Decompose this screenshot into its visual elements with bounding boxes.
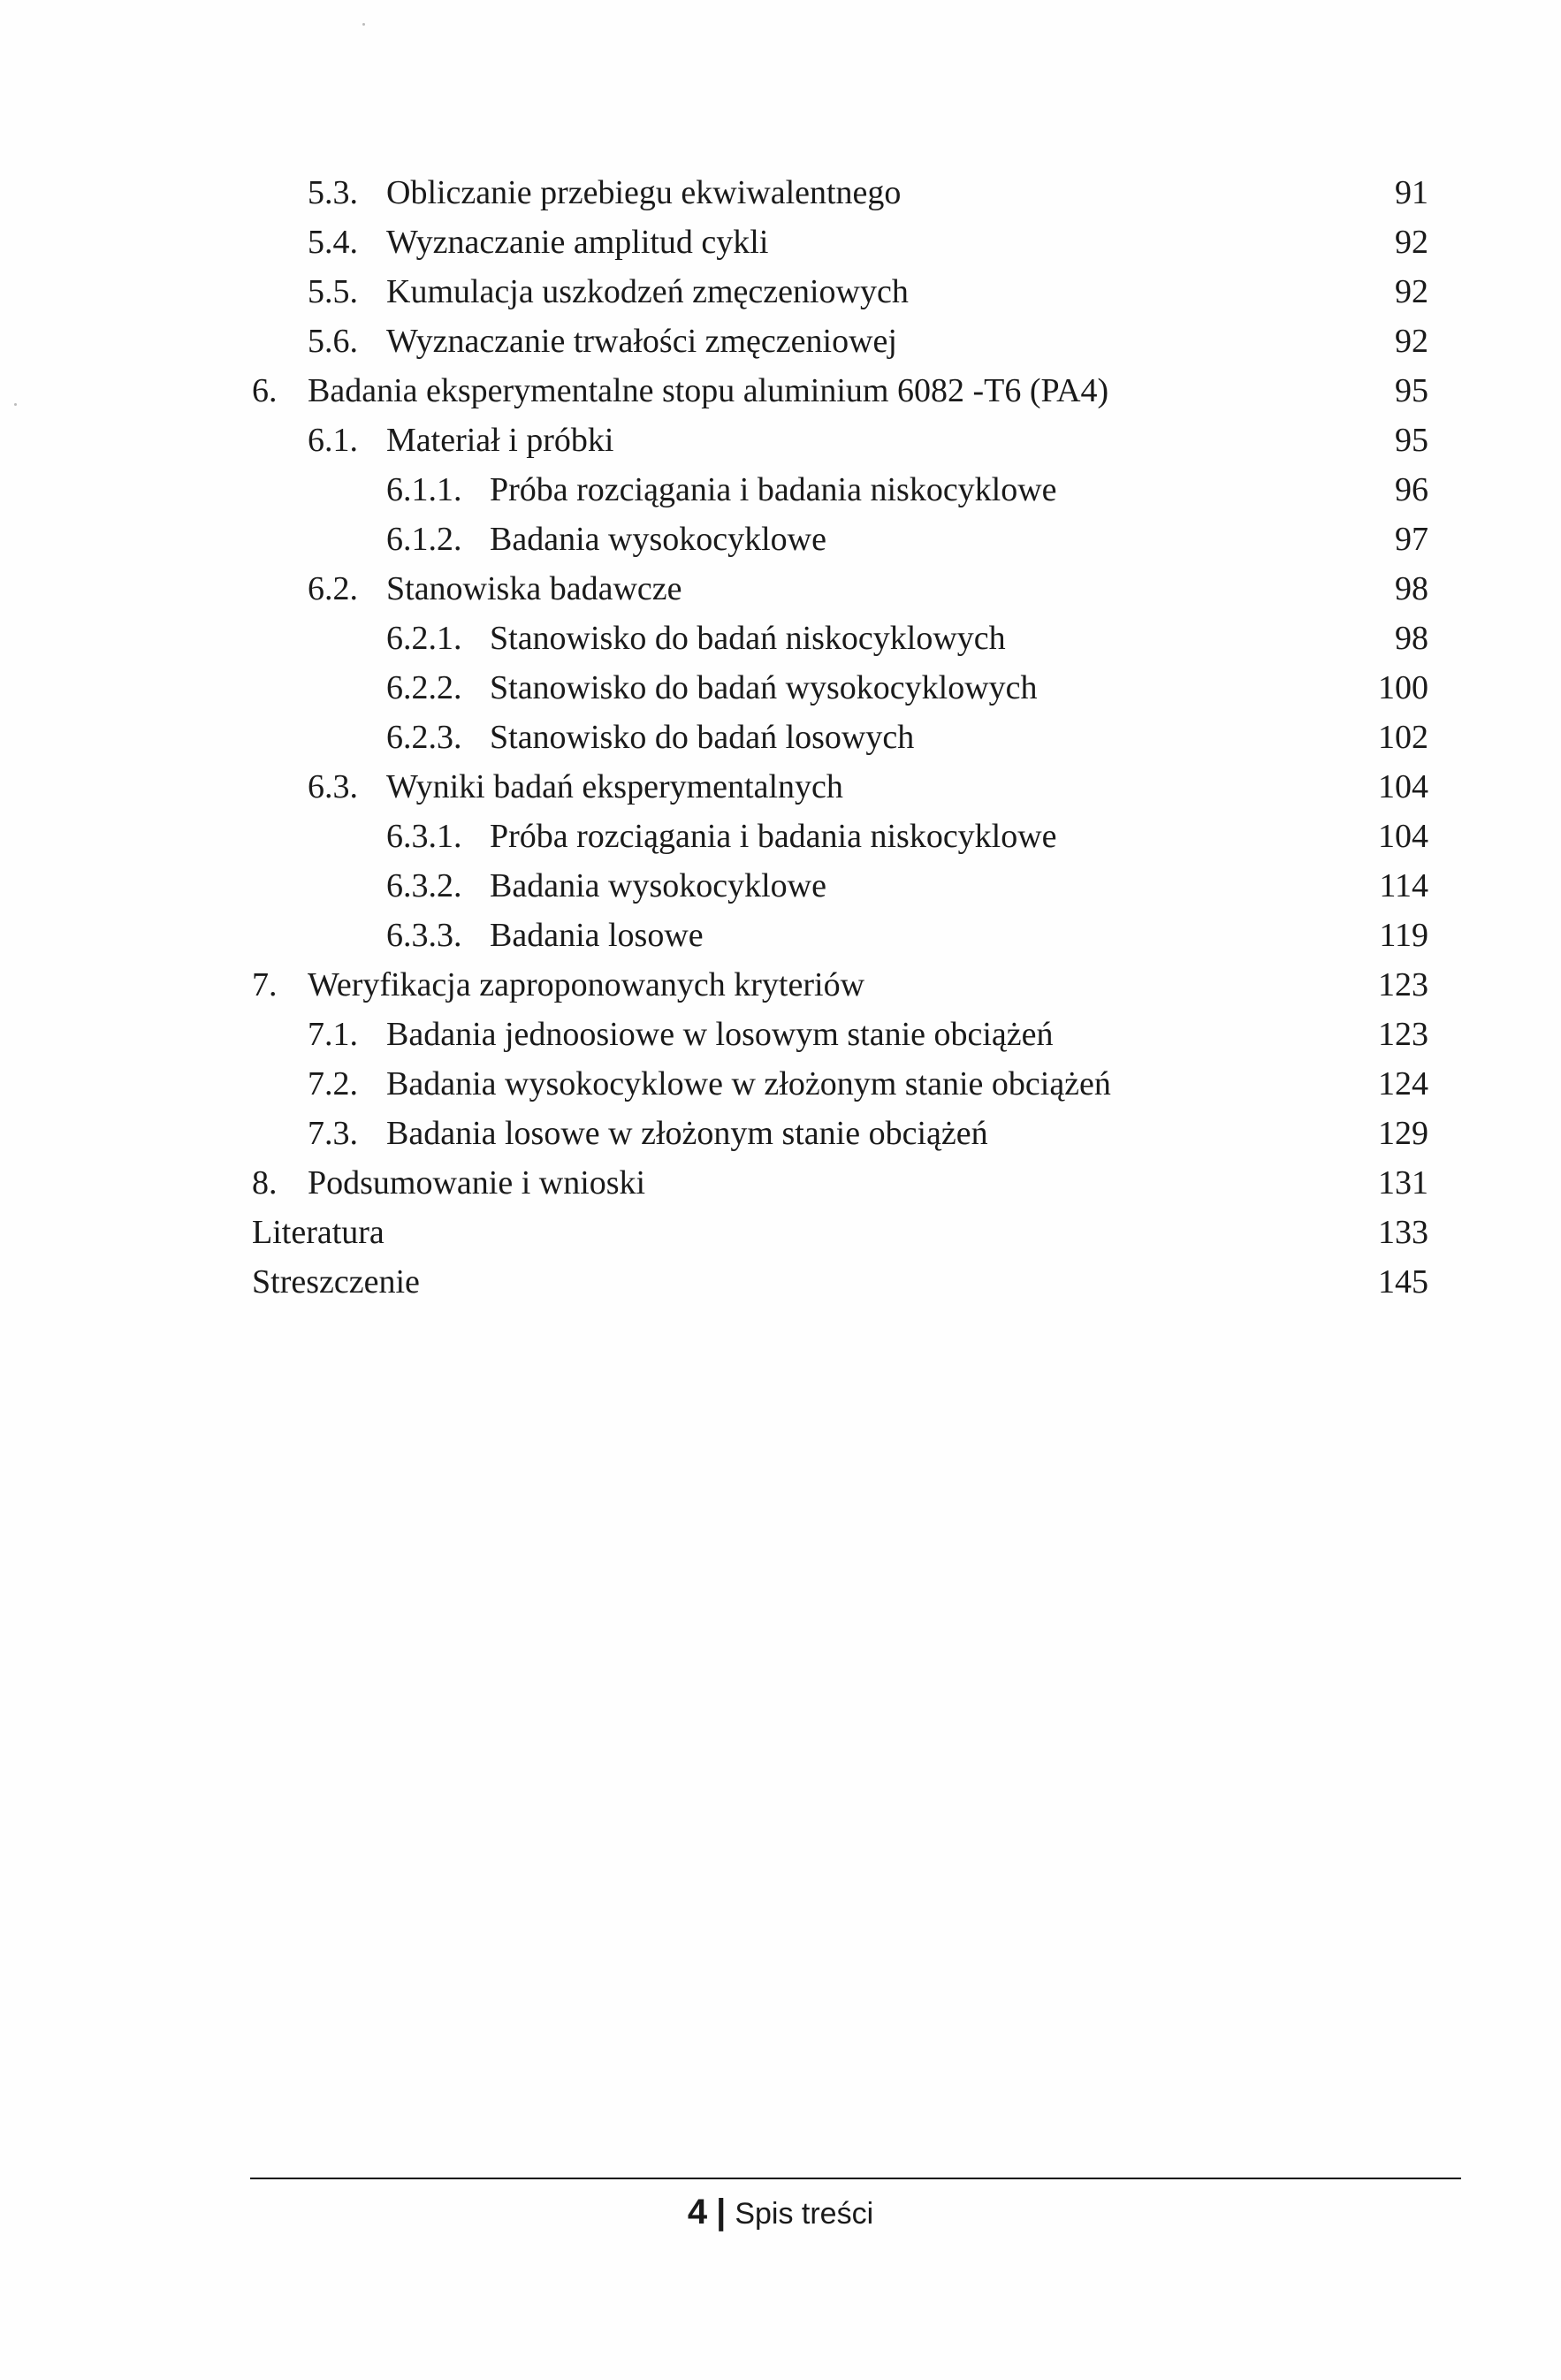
toc-entry-page: 92	[1395, 224, 1428, 261]
toc-entry-page: 124	[1378, 1065, 1428, 1102]
toc-entry-page: 131	[1378, 1164, 1428, 1201]
toc-entry-title: Badania losowe	[490, 917, 704, 954]
toc-entry-title: Wyznaczanie trwałości zmęczeniowej	[386, 323, 897, 360]
toc-entry-title: Badania jednoosiowe w losowym stanie obciążeń	[386, 1016, 1054, 1053]
toc-entry-page: 123	[1378, 966, 1428, 1003]
toc-entry-page: 133	[1378, 1214, 1428, 1251]
toc-entry-title: Badania losowe w złożonym stanie obciążeń	[386, 1115, 988, 1152]
toc-entry-number: 7.2.	[308, 1065, 358, 1102]
toc-entry-number: 6.2.2.	[386, 669, 462, 706]
toc-entry-page: 96	[1395, 471, 1428, 508]
toc-entry-number: 8.	[252, 1164, 278, 1201]
toc-chapter	[0, 1158, 1561, 1208]
toc-entry-page: 129	[1378, 1115, 1428, 1152]
toc-entry-number: 5.4.	[308, 224, 358, 261]
table-of-contents	[0, 168, 1561, 1307]
toc-entry-number: 6.	[252, 372, 278, 409]
toc-entry-title: Kumulacja uszkodzeń zmęczeniowych	[386, 273, 909, 310]
toc-entry	[0, 1059, 1561, 1109]
footer-section-title: Spis treści	[735, 2197, 874, 2231]
toc-entry-page: 102	[1378, 719, 1428, 756]
toc-entry-number: 5.6.	[308, 323, 358, 360]
toc-subentry	[0, 812, 1561, 861]
toc-entry-number: 5.5.	[308, 273, 358, 310]
toc-chapter	[0, 960, 1561, 1010]
toc-entry-number: 5.3.	[308, 174, 358, 211]
footer-page-number: 4	[687, 2193, 708, 2231]
toc-entry-title: Próba rozciągania i badania niskocyklowe	[490, 471, 1057, 508]
toc-entry-page: 104	[1378, 818, 1428, 855]
toc-entry-page: 97	[1395, 521, 1428, 558]
toc-backmatter	[0, 1257, 1561, 1307]
toc-subentry	[0, 911, 1561, 960]
toc-subentry	[0, 465, 1561, 515]
toc-subentry	[0, 614, 1561, 663]
toc-entry-number: 6.2.1.	[386, 620, 462, 657]
toc-subentry	[0, 713, 1561, 762]
toc-subentry	[0, 663, 1561, 713]
toc-entry-title: Badania wysokocyklowe	[490, 521, 826, 558]
toc-entry-page: 100	[1378, 669, 1428, 706]
toc-entry-title: Badania eksperymentalne stopu aluminium 6082 -T6 (PA4)	[308, 372, 1109, 409]
toc-entry-number: 6.1.	[308, 422, 358, 459]
toc-entry-title: Badania wysokocyklowe w złożonym stanie obciążeń	[386, 1065, 1111, 1102]
toc-entry-title: Badania wysokocyklowe	[490, 867, 826, 904]
toc-entry-number: 6.2.3.	[386, 719, 462, 756]
toc-entry-page: 104	[1378, 768, 1428, 805]
toc-entry	[0, 168, 1561, 217]
toc-entry-page: 123	[1378, 1016, 1428, 1053]
toc-entry-number: 7.	[252, 966, 278, 1003]
toc-entry-page: 119	[1379, 917, 1428, 954]
footer-separator: |	[716, 2193, 727, 2231]
toc-entry-title: Streszczenie	[252, 1263, 420, 1301]
toc-entry	[0, 564, 1561, 614]
toc-entry-page: 95	[1395, 372, 1428, 409]
toc-entry-title: Stanowiska badawcze	[386, 570, 682, 607]
toc-entry	[0, 217, 1561, 267]
toc-entry-number: 6.3.1.	[386, 818, 462, 855]
toc-entry-page: 98	[1395, 570, 1428, 607]
scan-speck	[14, 403, 17, 406]
toc-backmatter	[0, 1208, 1561, 1257]
toc-entry-title: Obliczanie przebiegu ekwiwalentnego	[386, 174, 902, 211]
toc-entry-title: Stanowisko do badań wysokocyklowych	[490, 669, 1038, 706]
toc-entry-page: 145	[1378, 1263, 1428, 1301]
toc-entry-page: 92	[1395, 273, 1428, 310]
toc-entry-number: 6.3.	[308, 768, 358, 805]
page-footer	[0, 2187, 1561, 2239]
toc-entry-title: Wyniki badań eksperymentalnych	[386, 768, 843, 805]
scan-speck	[362, 23, 365, 26]
toc-chapter	[0, 366, 1561, 416]
toc-entry-title: Weryfikacja zaproponowanych kryteriów	[308, 966, 865, 1003]
toc-entry-title: Podsumowanie i wnioski	[308, 1164, 646, 1201]
toc-subentry	[0, 861, 1561, 911]
toc-entry-number: 7.1.	[308, 1016, 358, 1053]
toc-subentry	[0, 515, 1561, 564]
toc-entry-title: Stanowisko do badań losowych	[490, 719, 915, 756]
toc-entry	[0, 762, 1561, 812]
toc-entry	[0, 416, 1561, 465]
toc-entry-page: 92	[1395, 323, 1428, 360]
footer-divider	[250, 2178, 1461, 2179]
toc-entry-number: 6.1.2.	[386, 521, 462, 558]
toc-entry-page: 91	[1395, 174, 1428, 211]
toc-entry-number: 6.2.	[308, 570, 358, 607]
toc-entry-title: Materiał i próbki	[386, 422, 614, 459]
toc-entry	[0, 1010, 1561, 1059]
toc-entry	[0, 317, 1561, 366]
toc-entry-title: Próba rozciągania i badania niskocyklowe	[490, 818, 1057, 855]
toc-entry-page: 98	[1395, 620, 1428, 657]
toc-entry-title: Stanowisko do badań niskocyklowych	[490, 620, 1006, 657]
toc-entry-number: 6.3.2.	[386, 867, 462, 904]
toc-entry-number: 6.3.3.	[386, 917, 462, 954]
toc-entry-title: Wyznaczanie amplitud cykli	[386, 224, 769, 261]
toc-entry	[0, 1109, 1561, 1158]
toc-entry	[0, 267, 1561, 317]
toc-entry-number: 7.3.	[308, 1115, 358, 1152]
toc-entry-title: Literatura	[252, 1214, 385, 1251]
toc-entry-page: 95	[1395, 422, 1428, 459]
toc-entry-page: 114	[1379, 867, 1428, 904]
toc-entry-number: 6.1.1.	[386, 471, 462, 508]
